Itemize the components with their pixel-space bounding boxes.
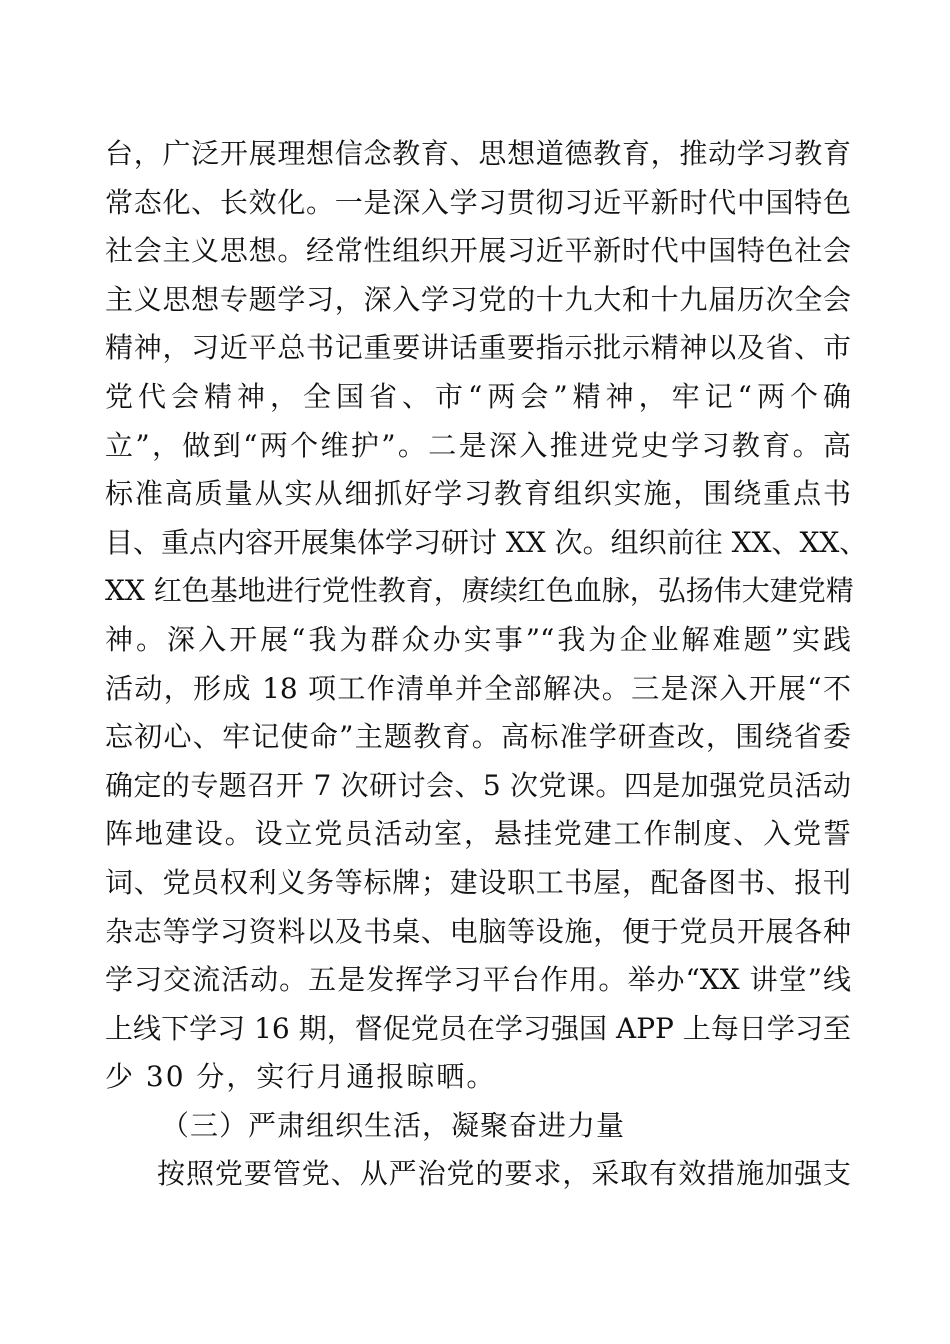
text-line: 主义思想专题学习，深入学习党的十九大和十九届历次全会: [105, 282, 851, 316]
text-line: 忘初心、牢记使命”主题教育。高标准学研查改，围绕省委: [105, 720, 851, 754]
text-line: 上线下学习 16 期，督促党员在学习强国 APP 上每日学习至: [105, 1011, 851, 1045]
text-line: 词、党员权利义务等标牌；建设职工书屋，配备图书、报刊: [105, 865, 851, 899]
body-text: [105, 130, 868, 1199]
text-line: 少 30 分，实行月通报晾晒。: [105, 1060, 497, 1094]
text-line: 神。深入开展“我为群众办实事”“我为企业解难题”实践: [105, 622, 851, 656]
text-line: 社会主义思想。经常性组织开展习近平新时代中国特色社会: [105, 234, 851, 268]
text-line: 阵地建设。设立党员活动室，悬挂党建工作制度、入党誓: [105, 817, 851, 851]
text-line: 标准高质量从实从细抓好学习教育组织实施，围绕重点书: [105, 477, 851, 511]
section-heading: （三）严肃组织生活，凝聚奋进力量: [161, 1108, 626, 1142]
text-line: 活动，形成 18 项工作清单并全部解决。三是深入开展“不: [105, 671, 851, 705]
text-line: 常态化、长效化。一是深入学习贯彻习近平新时代中国特色: [105, 185, 851, 219]
text-line: 目、重点内容开展集体学习研讨 XX 次。组织前往 XX、XX、: [105, 525, 868, 559]
text-line: 台，广泛开展理想信念教育、思想道德教育，推动学习教育: [105, 137, 851, 170]
text-line: 确定的专题召开 7 次研讨会、5 次党课。四是加强党员活动: [105, 768, 851, 802]
paragraph-start: 按照党要管党、从严治党的要求，采取有效措施加强支: [157, 1157, 851, 1191]
text-line: XX 红色基地进行党性教育，赓续红色血脉，弘扬伟大建党精: [105, 574, 854, 608]
text-line: 立”，做到“两个维护”。二是深入推进党史学习教育。高: [105, 428, 851, 462]
text-line: 学习交流活动。五是发挥学习平台作用。举办“XX 讲堂”线: [105, 963, 851, 997]
text-line: 精神，习近平总书记重要讲话重要指示批示精神以及省、市: [105, 331, 851, 365]
text-line: 党代会精神，全国省、市“两会”精神，牢记“两个确: [105, 379, 851, 413]
text-line: 杂志等学习资料以及书桌、电脑等设施，便于党员开展各种: [105, 914, 851, 948]
